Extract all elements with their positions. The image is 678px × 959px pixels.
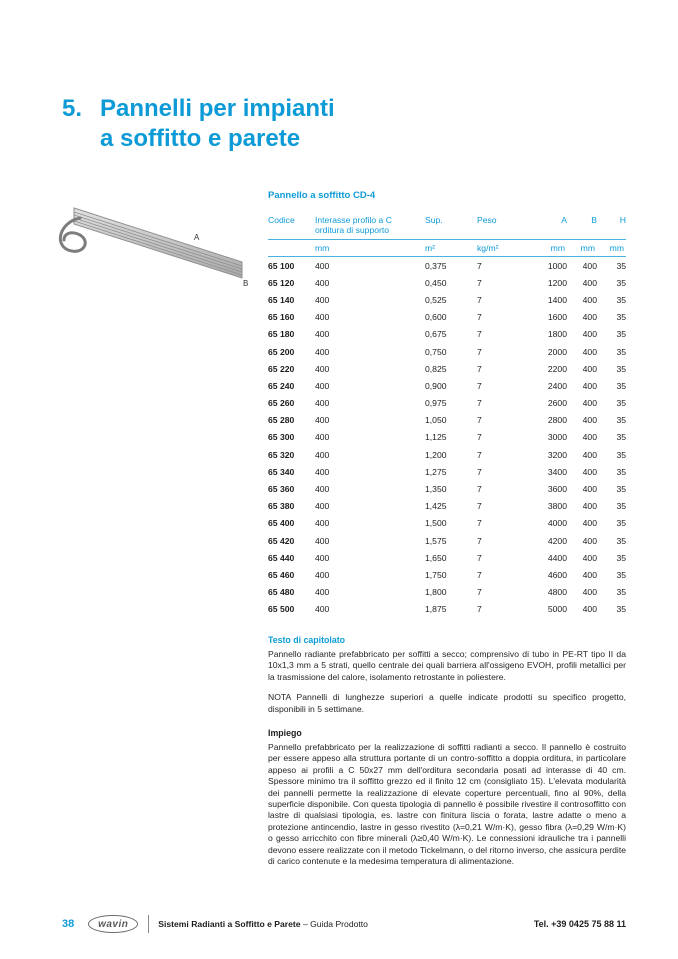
cell: 3800 xyxy=(547,501,567,512)
cell: 7 xyxy=(477,329,482,340)
cell: 1,750 xyxy=(425,569,447,580)
table-row xyxy=(268,584,626,601)
cell: 0,975 xyxy=(425,398,447,409)
cell: 400 xyxy=(315,380,330,391)
table-row xyxy=(268,532,626,549)
table-row xyxy=(268,429,626,446)
cell: 400 xyxy=(315,587,330,598)
cell: 400 xyxy=(582,346,597,357)
cell: 400 xyxy=(582,449,597,460)
cell: 65 340 xyxy=(268,466,295,477)
figure-label-a: A xyxy=(194,233,200,242)
table-row xyxy=(268,291,626,308)
table-row xyxy=(268,395,626,412)
table-row xyxy=(268,601,626,618)
table-row xyxy=(268,274,626,291)
cell: 400 xyxy=(315,346,330,357)
cell: 35 xyxy=(616,415,626,426)
cell: 1800 xyxy=(547,329,567,340)
cell: 65 180 xyxy=(268,329,295,340)
footer-divider xyxy=(148,915,149,933)
table-row xyxy=(268,309,626,326)
cell: 65 500 xyxy=(268,604,295,615)
cell: 0,600 xyxy=(425,312,447,323)
cell: 35 xyxy=(616,346,626,357)
cell: 400 xyxy=(315,501,330,512)
table-row xyxy=(268,515,626,532)
cell: 400 xyxy=(315,329,330,340)
cell: 400 xyxy=(315,415,330,426)
cell: 7 xyxy=(477,363,482,374)
cell: 7 xyxy=(477,312,482,323)
units-row xyxy=(268,240,626,257)
page-number: 38 xyxy=(62,918,75,930)
column-header: B xyxy=(591,215,597,225)
cell: 400 xyxy=(582,535,597,546)
cell: 0,450 xyxy=(425,277,447,288)
cell: 4400 xyxy=(547,552,567,563)
cell: 400 xyxy=(582,484,597,495)
cell: 35 xyxy=(616,569,626,580)
cell: 7 xyxy=(477,535,482,546)
table-row xyxy=(268,480,626,497)
cell: 400 xyxy=(582,432,597,443)
table-row xyxy=(268,326,626,343)
content-column xyxy=(268,190,626,876)
column-header: Sup. xyxy=(425,215,443,225)
cell: 7 xyxy=(477,277,482,288)
column-unit: m² xyxy=(425,240,477,257)
cell: 7 xyxy=(477,466,482,477)
cell: 0,750 xyxy=(425,346,447,357)
cell: 35 xyxy=(616,449,626,460)
cell: 65 300 xyxy=(268,432,295,443)
cell: 35 xyxy=(616,312,626,323)
cell: 7 xyxy=(477,587,482,598)
cell: 1600 xyxy=(547,312,567,323)
cell: 35 xyxy=(616,277,626,288)
cell: 400 xyxy=(582,380,597,391)
cell: 35 xyxy=(616,260,626,271)
table-row xyxy=(268,377,626,394)
cell: 1,425 xyxy=(425,501,447,512)
capitolato-heading: Testo di capitolato xyxy=(268,634,346,645)
cell: 400 xyxy=(582,518,597,529)
footer-doc-line xyxy=(158,919,368,929)
cell: 400 xyxy=(315,312,330,323)
cell: 65 480 xyxy=(268,587,295,598)
cell: 4200 xyxy=(547,535,567,546)
cell: 35 xyxy=(616,363,626,374)
column-unit: mm xyxy=(315,240,425,257)
cell: 2600 xyxy=(547,398,567,409)
product-table xyxy=(268,215,626,618)
cell: 1400 xyxy=(547,294,567,305)
cell: 1,275 xyxy=(425,466,447,477)
cell: 0,675 xyxy=(425,329,447,340)
cell: 65 220 xyxy=(268,363,295,374)
panel-drawing-svg xyxy=(46,188,256,313)
cell: 65 420 xyxy=(268,535,295,546)
column-unit: mm xyxy=(567,240,597,257)
cell: 2400 xyxy=(547,380,567,391)
cell: 400 xyxy=(582,604,597,615)
cell: 400 xyxy=(315,535,330,546)
cell: 400 xyxy=(582,552,597,563)
cell: 400 xyxy=(582,501,597,512)
cell: 7 xyxy=(477,415,482,426)
cell: 3200 xyxy=(547,449,567,460)
cell: 400 xyxy=(315,294,330,305)
cell: 400 xyxy=(582,569,597,580)
capitolato-body: Pannello radiante prefabbricato per soffitti a secco; comprensivo di tubo in PE-RT tipo II da 10x1,3 mm a 5 strati, quello centrale dei quali barriera all'ossigeno EVOH, profili metallici per la trasmissione del calore, isolamento retrostante in poliestere. xyxy=(268,648,626,682)
column-header: Peso xyxy=(477,215,497,225)
column-header: A xyxy=(561,215,567,225)
column-header: Codice xyxy=(268,215,295,225)
footer-phone: Tel. +39 0425 75 88 11 xyxy=(533,919,626,929)
cell: 65 200 xyxy=(268,346,295,357)
cell: 1,800 xyxy=(425,587,447,598)
cell: 1,350 xyxy=(425,484,447,495)
cell: 35 xyxy=(616,432,626,443)
column-unit: mm xyxy=(527,240,567,257)
cell: 35 xyxy=(616,518,626,529)
page-title xyxy=(62,94,335,154)
section-number: 5. xyxy=(62,95,83,122)
cell: 7 xyxy=(477,449,482,460)
cell: 7 xyxy=(477,518,482,529)
cell: 5000 xyxy=(547,604,567,615)
cell: 65 460 xyxy=(268,569,295,580)
table-row xyxy=(268,412,626,429)
table-row xyxy=(268,566,626,583)
cell: 400 xyxy=(582,260,597,271)
cell: 1,200 xyxy=(425,449,447,460)
cell: 35 xyxy=(616,380,626,391)
cell: 7 xyxy=(477,346,482,357)
cell: 35 xyxy=(616,466,626,477)
section-title xyxy=(100,94,335,154)
cell: 0,375 xyxy=(425,260,447,271)
cell: 1,050 xyxy=(425,415,447,426)
section-title-line2: a soffitto e parete xyxy=(100,125,301,152)
table-row xyxy=(268,463,626,480)
cell: 400 xyxy=(315,466,330,477)
table-row xyxy=(268,360,626,377)
wavin-logo xyxy=(88,915,138,933)
cell: 3000 xyxy=(547,432,567,443)
cell: 400 xyxy=(582,587,597,598)
cell: 400 xyxy=(315,484,330,495)
cell: 400 xyxy=(582,398,597,409)
cell: 1,500 xyxy=(425,518,447,529)
cell: 7 xyxy=(477,604,482,615)
table-row xyxy=(268,257,626,275)
cell: 7 xyxy=(477,501,482,512)
column-unit: mm xyxy=(597,240,626,257)
cell: 7 xyxy=(477,552,482,563)
cell: 3600 xyxy=(547,484,567,495)
cell: 35 xyxy=(616,604,626,615)
cell: 7 xyxy=(477,398,482,409)
cell: 4000 xyxy=(547,518,567,529)
cell: 65 280 xyxy=(268,415,295,426)
table-row xyxy=(268,549,626,566)
cell: 65 320 xyxy=(268,449,295,460)
cell: 65 380 xyxy=(268,501,295,512)
cell: 35 xyxy=(616,587,626,598)
cell: 400 xyxy=(315,432,330,443)
cell: 1,575 xyxy=(425,535,447,546)
column-header: Interasse profilo a C orditura di supporto xyxy=(315,215,392,235)
cell: 400 xyxy=(582,466,597,477)
figure-label-b: B xyxy=(243,279,249,288)
cell: 65 140 xyxy=(268,294,295,305)
page-footer xyxy=(62,915,626,933)
cell: 7 xyxy=(477,432,482,443)
table-body xyxy=(268,257,626,618)
cell: 4800 xyxy=(547,587,567,598)
cell: 35 xyxy=(616,484,626,495)
cell: 35 xyxy=(616,398,626,409)
cell: 400 xyxy=(315,398,330,409)
cell: 1,125 xyxy=(425,432,447,443)
cell: 400 xyxy=(315,604,330,615)
cell: 0,825 xyxy=(425,363,447,374)
cell: 400 xyxy=(315,277,330,288)
wavin-logo-text: wavin xyxy=(98,918,129,930)
cell: 400 xyxy=(315,569,330,580)
cell: 7 xyxy=(477,380,482,391)
cell: 7 xyxy=(477,294,482,305)
footer-doc-title: Sistemi Radianti a Soffitto e Parete xyxy=(158,919,301,929)
impiego-body: Pannello prefabbricato per la realizzazione di soffitti radianti a secco. Il pannello è costruito per essere appeso alla struttura portante di un contro-soffitto a doppia orditura, in particolare appeso ai profili a C 50x27 mm dell'orditura secondaria posati ad interasse di 40 cm. Spessore minimo tra il soffitto grezzo ed il finito 12 cm (consigliato 15). L'elevata modularità dei pannelli permette la realizzazione di elevate coperture percentuali, fino al 90%, della superficie disponibile. Con questa tipologia di pannello è possibile rivestire il controsoffitto con lastre di qualsiasi tipologia, es. lastre con finitura liscia o forata, lastre adatte o meno a protezione antincendio, lastre in gesso rivestito (λ=0,21 W/m·K), gesso fibra (λ=0,29 W/m·K) o gesso arricchito con fibre minerali (λ≥0,40 W/m·K). Le connessioni idrauliche tra i pannelli devono essere realizzate con il metodo Tickelmann, o del ritorno inverso, che assicura perdite di carico contenute e la medesima temperatura di alimentazione. xyxy=(268,741,626,867)
cell: 35 xyxy=(616,294,626,305)
cell: 1000 xyxy=(547,260,567,271)
cell: 35 xyxy=(616,329,626,340)
column-unit xyxy=(268,240,315,257)
cell: 7 xyxy=(477,260,482,271)
capitolato-nota: NOTA Pannelli di lunghezze superiori a quelle indicate prodotti su specifico progetto, disponibili in 5 settimane. xyxy=(268,692,626,714)
cell: 65 400 xyxy=(268,518,295,529)
table-head xyxy=(268,215,626,257)
cell: 35 xyxy=(616,535,626,546)
cell: 400 xyxy=(315,552,330,563)
cell: 400 xyxy=(582,415,597,426)
cell: 4600 xyxy=(547,569,567,580)
cell: 400 xyxy=(582,294,597,305)
cell: 400 xyxy=(582,277,597,288)
cell: 65 100 xyxy=(268,260,295,271)
cell: 0,525 xyxy=(425,294,447,305)
cell: 1,650 xyxy=(425,552,447,563)
table-row xyxy=(268,343,626,360)
cell: 35 xyxy=(616,501,626,512)
cell: 400 xyxy=(315,449,330,460)
cell: 400 xyxy=(582,312,597,323)
cell: 400 xyxy=(315,260,330,271)
cell: 400 xyxy=(315,518,330,529)
cell: 65 120 xyxy=(268,277,295,288)
cell: 0,900 xyxy=(425,380,447,391)
cell: 65 260 xyxy=(268,398,295,409)
cell: 65 160 xyxy=(268,312,295,323)
cell: 400 xyxy=(582,363,597,374)
cell: 2200 xyxy=(547,363,567,374)
cell: 3400 xyxy=(547,466,567,477)
table-title: Pannello a soffitto CD-4 xyxy=(268,190,376,201)
cell: 400 xyxy=(582,329,597,340)
cell: 65 360 xyxy=(268,484,295,495)
cell: 7 xyxy=(477,569,482,580)
cell: 7 xyxy=(477,484,482,495)
cell: 2000 xyxy=(547,346,567,357)
cell: 65 240 xyxy=(268,380,295,391)
column-unit: kg/m² xyxy=(477,240,527,257)
footer-doc-subtitle: – Guida Prodotto xyxy=(302,919,368,929)
cell: 35 xyxy=(616,552,626,563)
product-illustration xyxy=(46,188,256,313)
impiego-heading: Impiego xyxy=(268,727,302,738)
section-title-line1: Pannelli per impianti xyxy=(100,95,335,122)
cell: 400 xyxy=(315,363,330,374)
cell: 1200 xyxy=(547,277,567,288)
table-row xyxy=(268,498,626,515)
header-row xyxy=(268,215,626,240)
cell: 1,875 xyxy=(425,604,447,615)
column-header: H xyxy=(619,215,626,225)
cell: 65 440 xyxy=(268,552,295,563)
table-row xyxy=(268,446,626,463)
cell: 2800 xyxy=(547,415,567,426)
